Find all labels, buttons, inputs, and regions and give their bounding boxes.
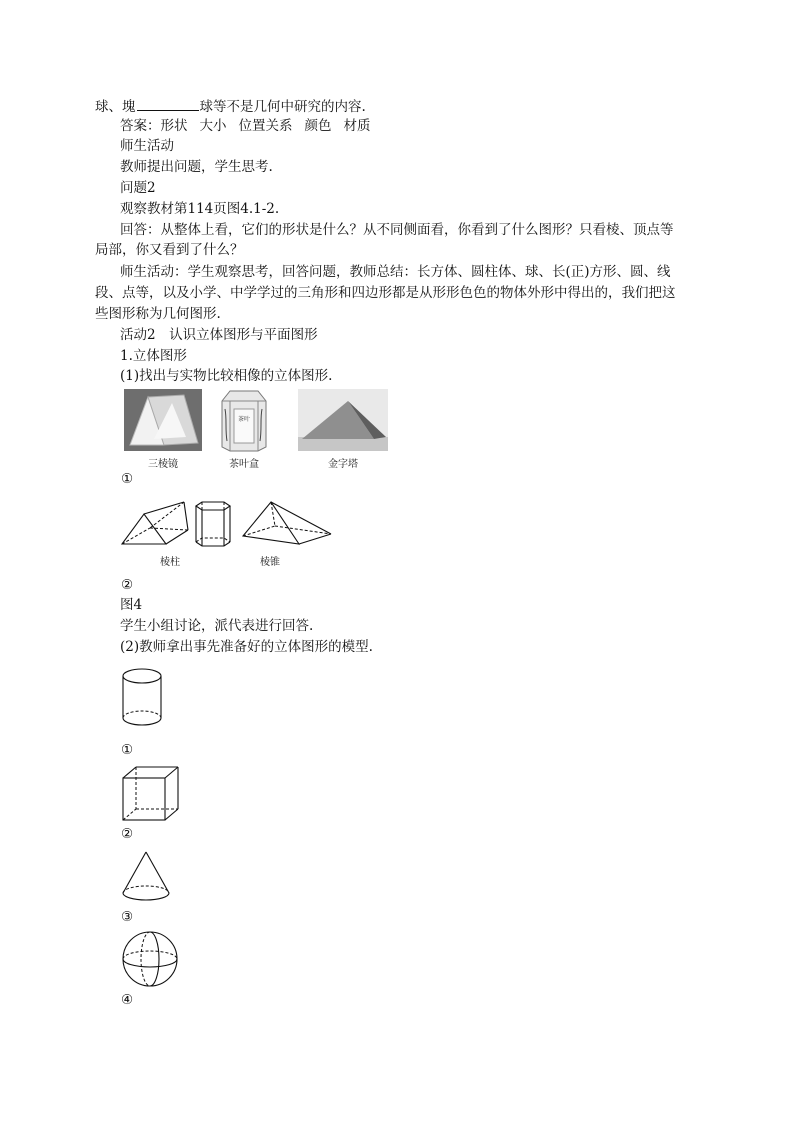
cylinder-drawing	[122, 667, 164, 727]
text-line-9: 师生活动：学生观察思考，回答问题，教师总结：长方体、圆柱体、球、长(正)方形、圆、线	[120, 264, 671, 280]
hexagonal-prism-drawing	[194, 500, 234, 548]
text-line-1	[95, 98, 366, 115]
cube-drawing	[122, 766, 180, 822]
text-line-5: 问题2	[120, 180, 156, 196]
prism-photo	[124, 389, 202, 451]
text-line-16: (2)教师拿出事先准备好的立体图形的模型.	[120, 639, 373, 655]
answer-item: 颜色	[304, 118, 332, 134]
text-line-6: 观察教材第114页图4.1-2.	[120, 201, 280, 217]
marker-4: ②	[121, 826, 134, 842]
line1-suffix: 球等不是几何中研究的内容.	[199, 99, 366, 115]
pyramid-photo	[298, 389, 388, 451]
prism-label: 棱柱	[160, 557, 180, 568]
answer-item: 位置关系	[238, 118, 293, 134]
text-line-12: 活动2 认识立体图形与平面图形	[120, 327, 318, 343]
pyramid-photo-caption: 金字塔	[328, 459, 358, 470]
text-line-11: 些图形称为几何图形.	[95, 306, 221, 322]
marker-6: ④	[121, 992, 134, 1008]
answer-item: 形状	[160, 118, 188, 134]
marker-3: ①	[121, 742, 134, 758]
tea-box-label: 茶叶	[237, 416, 251, 423]
tea-box-photo-caption: 茶叶盒	[229, 459, 259, 470]
marker-1: ①	[121, 471, 134, 487]
tea-box-photo	[222, 389, 266, 451]
text-line-8: 局部，你又看到了什么？	[95, 242, 244, 258]
text-line-14: (1)找出与实物比较相像的立体图形.	[120, 368, 333, 384]
text-line-7: 回答：从整体上看，它们的形状是什么？从不同侧面看，你看到了什么图形？只看棱、顶点等	[120, 222, 674, 238]
text-line-4: 教师提出问题，学生思考.	[120, 159, 273, 175]
answer-label: 答案：	[120, 118, 161, 134]
marker-5: ③	[121, 909, 134, 925]
line1-prefix: 球、塊	[95, 99, 136, 115]
text-line-3: 师生活动	[120, 138, 174, 154]
cone-drawing	[122, 851, 172, 903]
fill-blank	[137, 98, 199, 111]
answer-line	[120, 118, 383, 134]
sphere-drawing	[122, 931, 180, 989]
pyramid-drawing	[243, 500, 333, 546]
text-line-10: 段、点等，以及小学、中学学过的三角形和四边形都是从形形色色的物体外形中得出的，我们把这	[95, 285, 676, 301]
answer-item: 材质	[343, 118, 371, 134]
pyramid-label: 棱锥	[260, 557, 280, 568]
marker-2: ②	[121, 577, 134, 593]
prism-photo-caption: 三棱镜	[148, 459, 178, 470]
prism-drawing	[120, 500, 190, 546]
answer-item: 大小	[199, 118, 227, 134]
text-line-13: 1.立体图形	[120, 348, 187, 364]
text-line-15: 学生小组讨论，派代表进行回答.	[120, 618, 314, 634]
figure-label: 图4	[120, 597, 143, 613]
